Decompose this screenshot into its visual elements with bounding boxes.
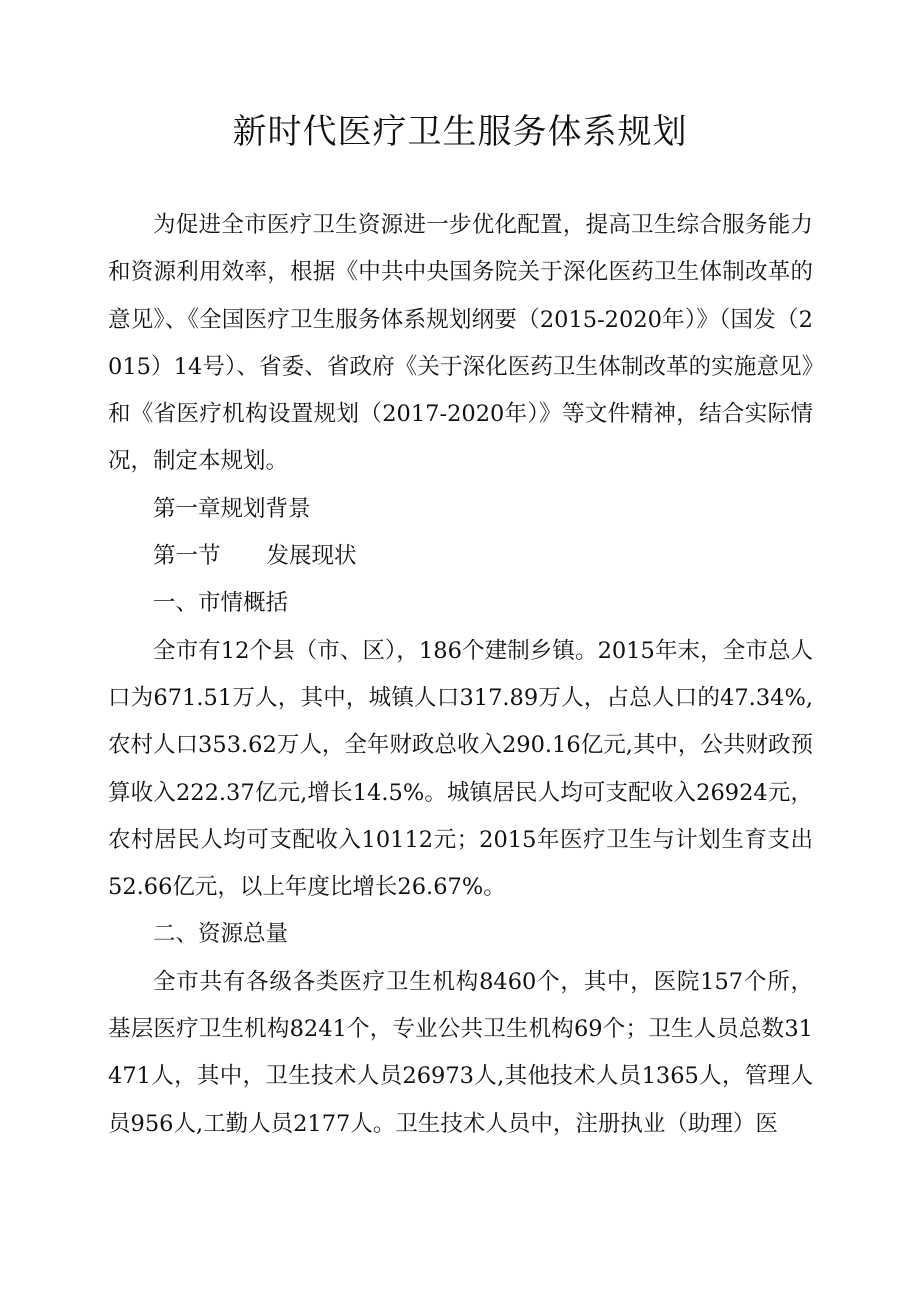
section-label: 第一节: [153, 543, 221, 570]
subsection-heading-1: 一、市情概括: [153, 590, 289, 617]
document-body: [108, 202, 813, 1148]
city-overview-paragraph: 全市有12个县（市、区），186个建制乡镇。2015年末，全市总人口为671.51万人，其中，城镇人口317.89万人，占总人口的47.34%,农村人口353.62万人，全年财政总收入290.16亿元,其中，公共财政预算收入222.37亿元,增长14.5%。城镇居民人均可支配收入26924元，农村居民人均可支配收入10112元；2015年医疗卫生与计划生育支出52.66亿元，以上年度比增长26.67%。: [108, 637, 813, 901]
resources-paragraph: 全市共有各级各类医疗卫生机构8460个，其中，医院157个所，基层医疗卫生机构8241个，专业公共卫生机构69个；卫生人员总数31471人，其中，卫生技术人员26973人,其他技术人员1365人，管理人员956人,工勤人员2177人。卫生技术人员中，注册执业（助理）医: [108, 968, 813, 1137]
chapter-heading: 第一章规划背景: [153, 495, 311, 522]
section-heading: [108, 533, 813, 580]
document-title: 新时代医疗卫生服务体系规划: [232, 112, 688, 152]
subsection-heading-2: 二、资源总量: [153, 921, 289, 948]
intro-paragraph: 为促进全市医疗卫生资源进一步优化配置，提高卫生综合服务能力和资源利用效率，根据《中共中央国务院关于深化医药卫生体制改革的意见》、《全国医疗卫生服务体系规划纲要（2015-2020年）》（国发（2015）14号）、省委、省政府《关于深化医药卫生体制改革的实施意见》和《省医疗机构设置规划（2017-2020年）》等文件精神，结合实际情况，制定本规划。: [108, 212, 813, 475]
section-name: 发展现状: [266, 543, 357, 570]
